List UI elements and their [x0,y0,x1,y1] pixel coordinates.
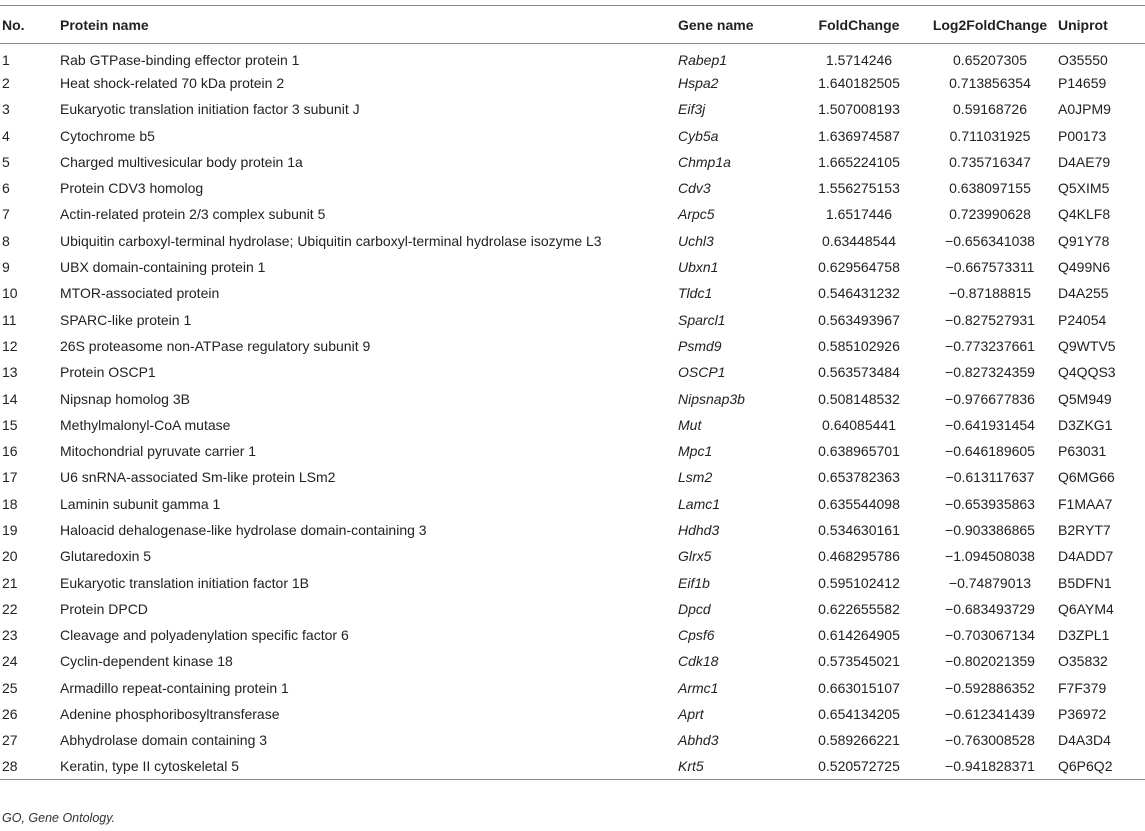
table-row [0,517,1145,543]
cell-gene-name: Aprt [678,706,704,723]
cell-uniprot: A0JPM9 [1058,101,1111,118]
cell-protein-name: U6 snRNA-associated Sm-like protein LSm2 [60,469,336,486]
cell-gene-name: Psmd9 [678,337,722,354]
cell-no: 14 [2,390,18,407]
cell-protein-name: Cytochrome b5 [60,127,155,144]
cell-no: 12 [2,337,18,354]
cell-log2-fold-change: −1.094508038 [945,548,1035,565]
cell-protein-name: Abhydrolase domain containing 3 [60,732,268,749]
cell-gene-name: Sparcl1 [678,311,726,328]
cell-uniprot: B5DFN1 [1058,574,1112,591]
table-row [0,569,1145,595]
cell-protein-name: SPARC-like protein 1 [60,311,192,328]
cell-gene-name: Armc1 [678,679,719,696]
table-header [0,6,1145,44]
cell-no: 25 [2,679,18,696]
cell-log2-fold-change: −0.802021359 [945,653,1035,670]
table-row [0,359,1145,385]
cell-gene-name: Ubxn1 [678,259,719,276]
header-log2-fold-change: Log2FoldChange [922,6,1058,44]
cell-fold-change: 0.63448544 [822,232,896,249]
cell-fold-change: 0.546431232 [818,285,900,302]
header-fold-change: FoldChange [796,6,922,44]
cell-protein-name: Glutaredoxin 5 [60,548,152,565]
table-row [0,175,1145,201]
cell-uniprot: D3ZKG1 [1058,416,1113,433]
cell-no: 16 [2,443,18,460]
cell-no: 2 [2,74,10,91]
cell-protein-name: Protein CDV3 homolog [60,180,204,197]
cell-gene-name: Lsm2 [678,469,713,486]
cell-no: 24 [2,653,18,670]
cell-gene-name: Arpc5 [678,206,715,223]
cell-no: 8 [2,232,10,249]
cell-gene-name: Cdv3 [678,180,711,197]
cell-uniprot: P24054 [1058,311,1107,328]
table-row [0,596,1145,622]
table-row [0,675,1145,701]
table-row [0,201,1145,227]
protein-table [0,5,1145,780]
cell-no: 28 [0,754,60,780]
table-row [0,228,1145,254]
cell-log2-fold-change: −0.87188815 [948,285,1032,302]
cell-fold-change: 0.638965701 [818,443,900,460]
table-row [0,306,1145,332]
cell-protein-name: Ubiquitin carboxyl-terminal hydrolase; Ubiquitin carboxyl-terminal hydrolase isozyme L3 [60,232,602,249]
cell-no: 19 [2,521,18,538]
cell-protein-name: Laminin subunit gamma 1 [60,495,221,512]
cell-no: 13 [2,364,18,381]
cell-no: 26 [2,706,18,723]
table-row [0,412,1145,438]
cell-no: 18 [2,495,18,512]
cell-no: 20 [2,548,18,565]
cell-log2-fold-change: −0.612341439 [945,706,1035,723]
cell-gene-name: Eif3j [678,101,706,118]
cell-log2-fold-change: −0.74879013 [948,574,1032,591]
cell-fold-change: 1.507008193 [818,101,900,118]
table-row [0,727,1145,753]
cell-protein-name: 26S proteasome non-ATPase regulatory subunit 9 [60,337,371,354]
cell-fold-change: 1.640182505 [818,74,900,91]
cell-fold-change: 0.629564758 [818,259,900,276]
cell-log2-fold-change: −0.656341038 [945,232,1035,249]
cell-gene-name: Abhd3 [678,732,719,749]
cell-uniprot: Q91Y78 [1058,232,1110,249]
cell-protein-name: Eukaryotic translation initiation factor 3 subunit J [60,101,360,118]
cell-log2-fold-change: 0.713856354 [949,74,1031,91]
cell-log2-fold-change: −0.827324359 [945,364,1035,381]
cell-protein-name: Methylmalonyl-CoA mutase [60,416,231,433]
table-row [0,254,1145,280]
cell-gene-name: Mpc1 [678,443,713,460]
table-footnote: GO, Gene Ontology. [2,811,116,825]
table-row [0,333,1145,359]
cell-gene-name: Dpcd [678,600,711,617]
cell-uniprot: Q6P6Q2 [1058,754,1145,780]
cell-gene-name: Krt5 [678,754,796,780]
cell-protein-name: Keratin, type II cytoskeletal 5 [60,754,678,780]
cell-gene-name: Eif1b [678,574,710,591]
cell-gene-name: Hdhd3 [678,521,720,538]
table-row [0,754,1145,780]
cell-uniprot: B2RYT7 [1058,521,1111,538]
cell-fold-change: 0.622655582 [818,600,900,617]
cell-uniprot: P63031 [1058,443,1107,460]
cell-log2-fold-change: 0.638097155 [949,180,1031,197]
cell-gene-name: Rabep1 [678,51,728,68]
cell-protein-name: Adenine phosphoribosyltransferase [60,706,280,723]
header-row [0,6,1145,44]
cell-gene-name: Nipsnap3b [678,390,745,407]
cell-protein-name: Charged multivesicular body protein 1a [60,153,303,170]
cell-uniprot: Q5XIM5 [1058,180,1110,197]
cell-log2-fold-change: −0.903386865 [945,521,1035,538]
cell-log2-fold-change: 0.65207305 [953,51,1027,68]
cell-fold-change: 0.573545021 [818,653,900,670]
cell-gene-name: Tldc1 [678,285,713,302]
table-row [0,622,1145,648]
cell-gene-name: Mut [678,416,702,433]
cell-uniprot: F7F379 [1058,679,1107,696]
cell-uniprot: D4ADD7 [1058,548,1114,565]
cell-protein-name: Actin-related protein 2/3 complex subunit 5 [60,206,326,223]
cell-gene-name: Cpsf6 [678,627,715,644]
cell-log2-fold-change: −0.773237661 [945,337,1035,354]
table-row [0,543,1145,569]
cell-no: 5 [2,153,10,170]
cell-gene-name: Glrx5 [678,548,712,565]
cell-fold-change: 0.589266221 [818,732,900,749]
cell-fold-change: 0.653782363 [818,469,900,486]
cell-fold-change: 0.534630161 [818,521,900,538]
cell-gene-name: Hspa2 [678,74,719,91]
cell-uniprot: O35550 [1058,51,1108,68]
cell-uniprot: P36972 [1058,706,1107,723]
cell-log2-fold-change: −0.667573311 [945,259,1035,276]
header-no: No. [0,6,60,44]
cell-fold-change: 0.64085441 [822,416,896,433]
cell-uniprot: Q4QQS3 [1058,364,1116,381]
cell-log2-fold-change: −0.763008528 [945,732,1035,749]
cell-gene-name: OSCP1 [678,364,726,381]
table-body [0,44,1145,780]
header-protein-name: Protein name [60,6,678,44]
cell-fold-change: 0.468295786 [818,548,900,565]
cell-fold-change: 1.636974587 [818,127,900,144]
cell-protein-name: Protein DPCD [60,600,148,617]
cell-no: 15 [2,416,18,433]
cell-log2-fold-change: −0.941828371 [922,754,1058,780]
cell-fold-change: 0.654134205 [818,706,900,723]
table-row [0,96,1145,122]
cell-uniprot: D4A3D4 [1058,732,1111,749]
cell-log2-fold-change: 0.735716347 [949,153,1031,170]
cell-protein-name: MTOR-associated protein [60,285,220,302]
table-row [0,149,1145,175]
cell-fold-change: 1.665224105 [818,153,900,170]
cell-log2-fold-change: −0.976677836 [945,390,1035,407]
table-row [0,280,1145,306]
cell-fold-change: 1.5714246 [825,51,893,68]
cell-gene-name: Chmp1a [678,153,731,170]
cell-uniprot: O35832 [1058,653,1108,670]
cell-uniprot: D4A255 [1058,285,1109,302]
cell-no: 4 [2,127,10,144]
cell-protein-name: Armadillo repeat-containing protein 1 [60,679,289,696]
cell-no: 7 [2,206,10,223]
header-uniprot: Uniprot [1058,6,1145,44]
cell-no: 23 [2,627,18,644]
cell-log2-fold-change: −0.703067134 [945,627,1035,644]
cell-uniprot: D4AE79 [1058,153,1111,170]
cell-log2-fold-change: −0.646189605 [945,443,1035,460]
cell-gene-name: Cyb5a [678,127,719,144]
cell-uniprot: Q9WTV5 [1058,337,1116,354]
table-row [0,491,1145,517]
cell-log2-fold-change: −0.683493729 [945,600,1035,617]
table-row [0,122,1145,148]
table-row [0,385,1145,411]
cell-protein-name: Haloacid dehalogenase-like hydrolase domain-containing 3 [60,521,427,538]
cell-uniprot: D3ZPL1 [1058,627,1110,644]
cell-fold-change: 0.563493967 [818,311,900,328]
cell-no: 27 [2,732,18,749]
cell-uniprot: P00173 [1058,127,1107,144]
cell-uniprot: F1MAA7 [1058,495,1113,512]
cell-uniprot: Q5M949 [1058,390,1112,407]
cell-fold-change: 0.563573484 [818,364,900,381]
cell-protein-name: Cyclin-dependent kinase 18 [60,653,233,670]
cell-no: 17 [2,469,18,486]
table-row [0,701,1145,727]
cell-no: 22 [2,600,18,617]
table-row [0,438,1145,464]
cell-fold-change: 0.635544098 [818,495,900,512]
cell-protein-name: Rab GTPase-binding effector protein 1 [60,51,300,68]
cell-gene-name: Uchl3 [678,232,714,249]
cell-no: 3 [2,101,10,118]
cell-protein-name: UBX domain-containing protein 1 [60,259,266,276]
cell-fold-change: 1.556275153 [818,180,900,197]
cell-log2-fold-change: −0.827527931 [945,311,1035,328]
cell-no: 1 [2,51,10,68]
cell-log2-fold-change: 0.723990628 [949,206,1031,223]
cell-log2-fold-change: 0.711031925 [949,127,1031,144]
cell-log2-fold-change: −0.592886352 [945,679,1035,696]
cell-no: 11 [2,311,17,328]
cell-protein-name: Mitochondrial pyruvate carrier 1 [60,443,257,460]
cell-no: 6 [2,180,10,197]
table-row [0,70,1145,96]
cell-log2-fold-change: −0.641931454 [945,416,1035,433]
cell-gene-name: Cdk18 [678,653,719,670]
cell-protein-name: Heat shock-related 70 kDa protein 2 [60,74,285,91]
cell-uniprot: Q6AYM4 [1058,600,1114,617]
cell-fold-change: 0.663015107 [818,679,900,696]
cell-log2-fold-change: −0.613117637 [945,469,1035,486]
table-row [0,648,1145,674]
table-row [0,464,1145,490]
cell-log2-fold-change: −0.653935863 [945,495,1035,512]
cell-uniprot: Q499N6 [1058,259,1111,276]
cell-uniprot: Q4KLF8 [1058,206,1111,223]
cell-fold-change: 0.595102412 [818,574,900,591]
cell-no: 9 [2,259,10,276]
cell-uniprot: P14659 [1058,74,1107,91]
cell-log2-fold-change: 0.59168726 [953,101,1027,118]
cell-fold-change: 0.585102926 [818,337,900,354]
header-gene-name: Gene name [678,6,796,44]
cell-fold-change: 1.6517446 [825,206,893,223]
cell-no: 21 [2,574,18,591]
cell-fold-change: 0.614264905 [818,627,900,644]
cell-protein-name: Nipsnap homolog 3B [60,390,190,407]
cell-fold-change: 0.508148532 [818,390,900,407]
cell-no: 10 [2,285,18,302]
cell-fold-change: 0.520572725 [796,754,922,780]
table-row [0,44,1145,70]
cell-protein-name: Cleavage and polyadenylation specific factor 6 [60,627,349,644]
cell-protein-name: Protein OSCP1 [60,364,156,381]
cell-gene-name: Lamc1 [678,495,721,512]
cell-uniprot: Q6MG66 [1058,469,1115,486]
cell-protein-name: Eukaryotic translation initiation factor 1B [60,574,310,591]
